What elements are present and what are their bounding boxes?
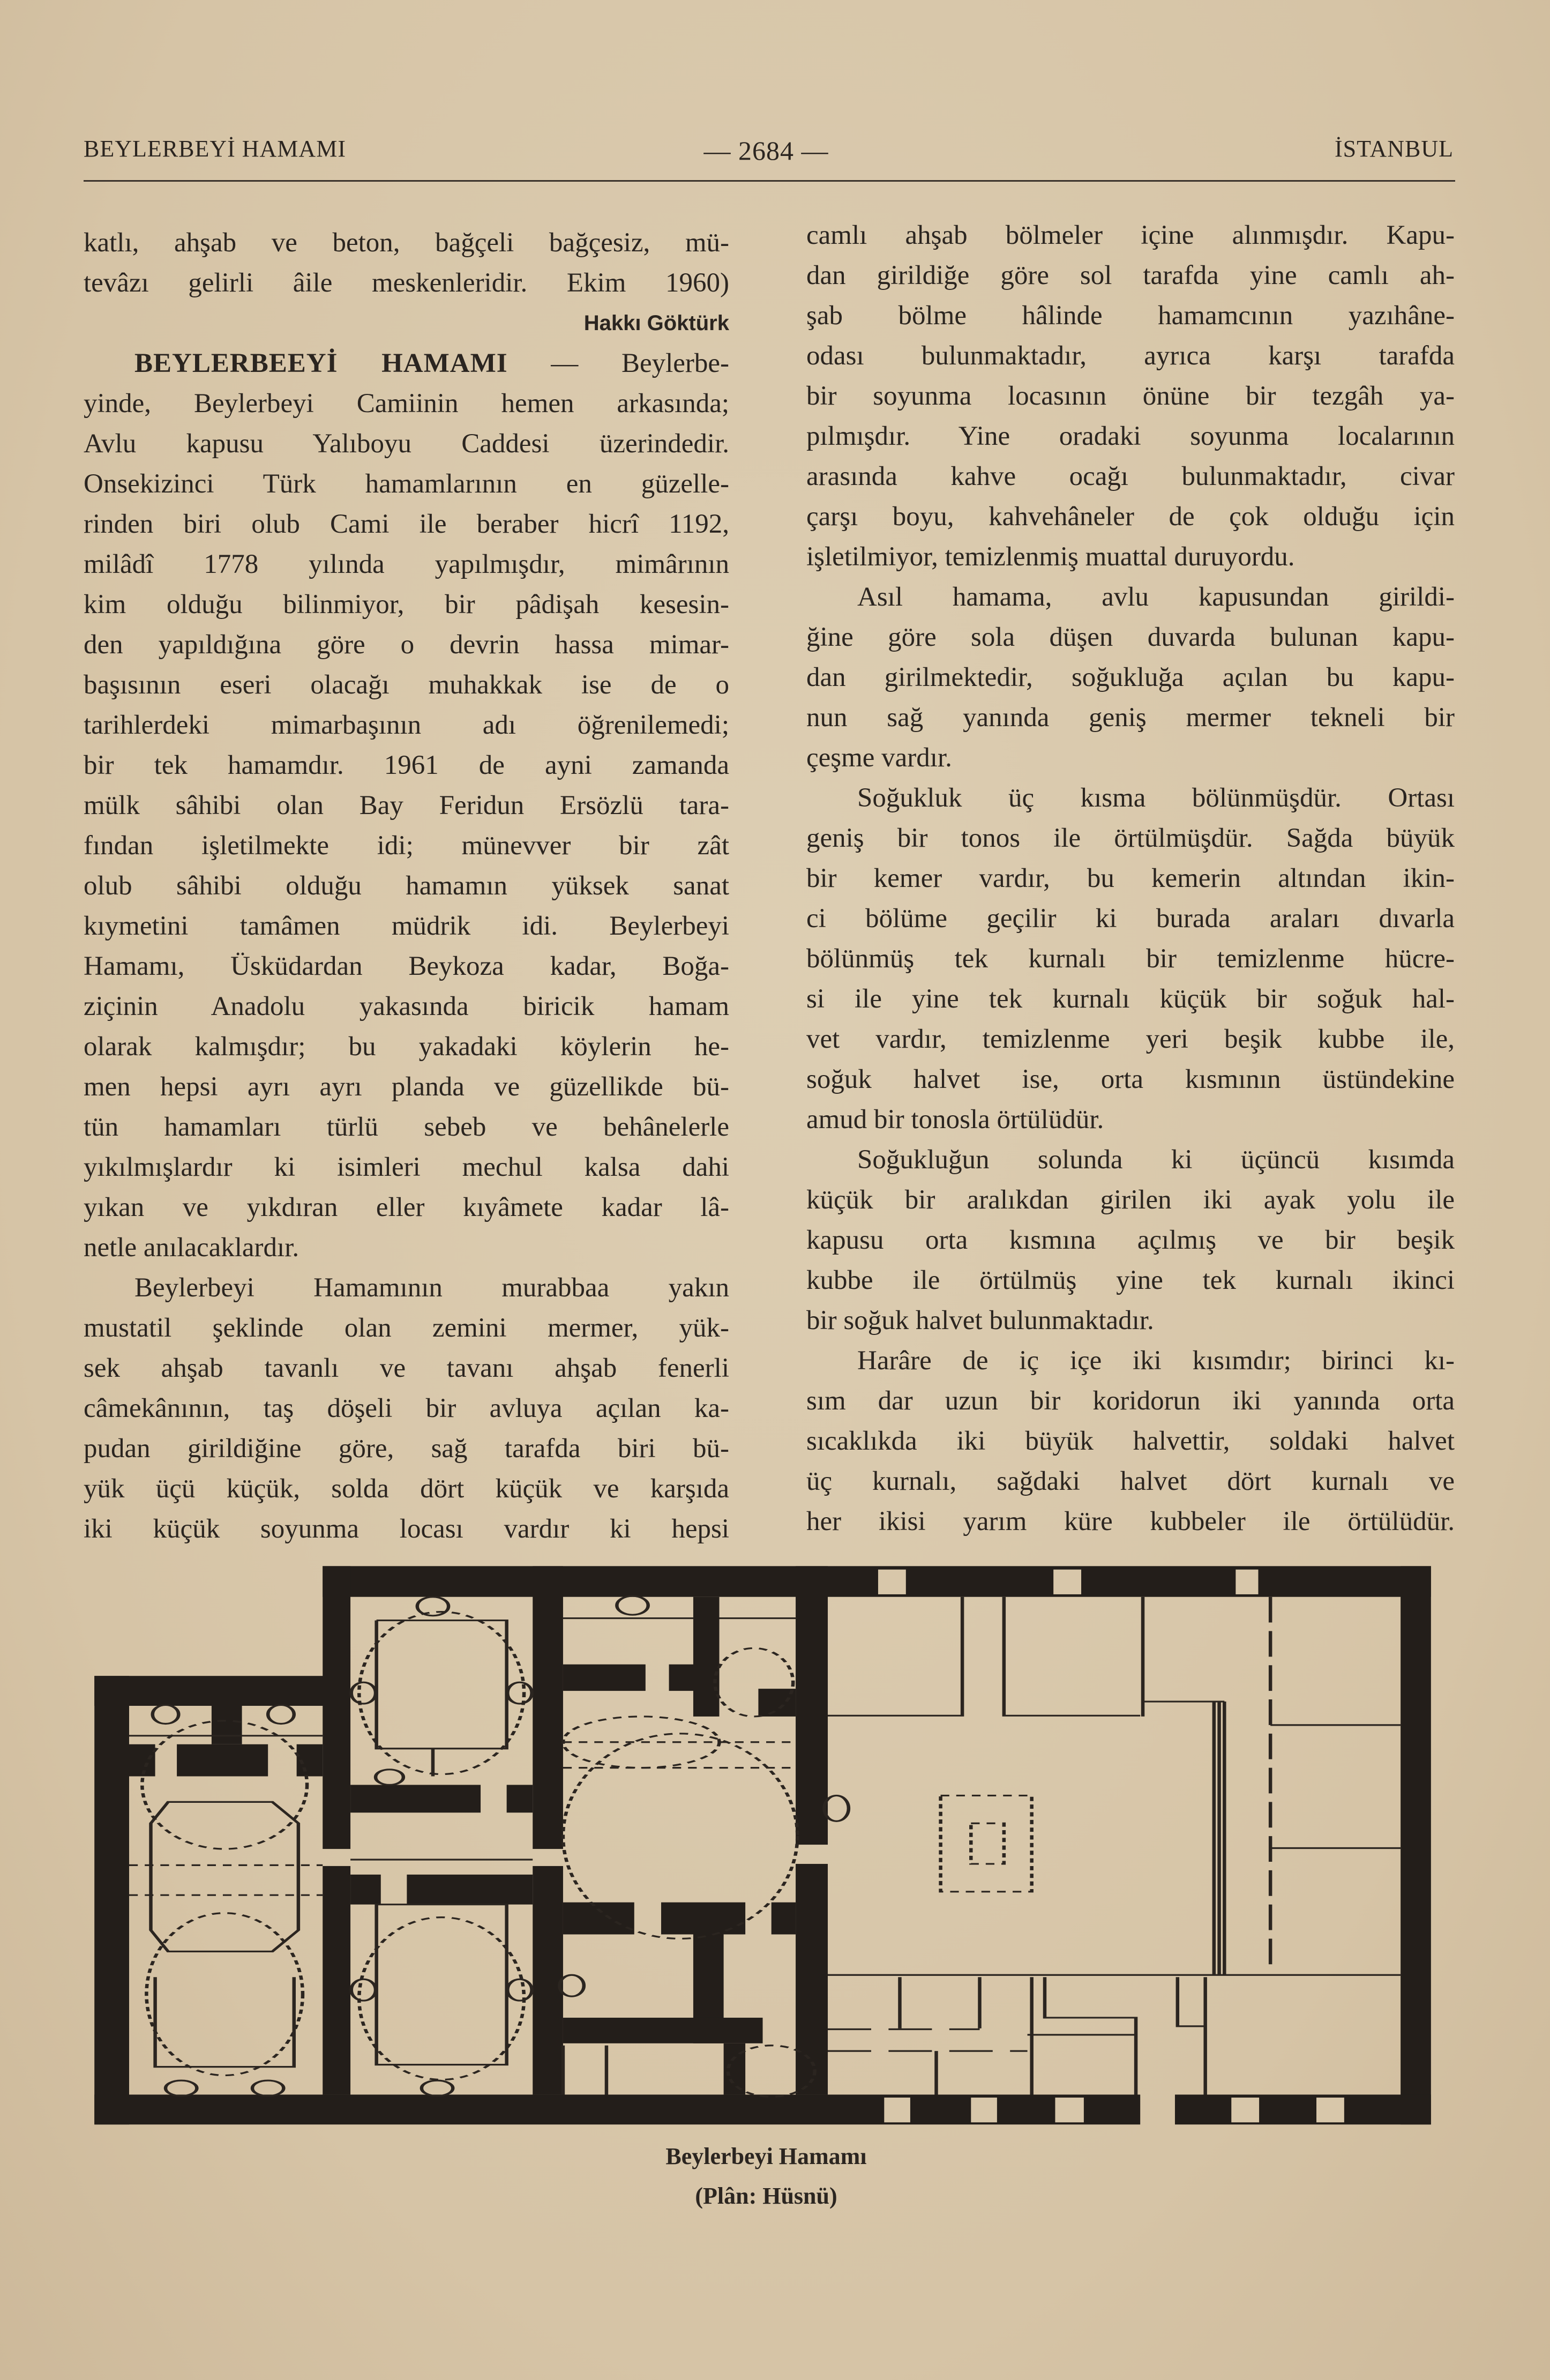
text-line: [806, 1060, 1455, 1100]
line-text: her ikisi yarım küre kubbeler ile örtülüdür.: [806, 1506, 1455, 1536]
text-line: [84, 263, 729, 303]
line-text: yük üçü küçük, solda dört küçük ve karşıda: [84, 1474, 729, 1504]
text-line: [806, 1301, 1455, 1341]
line-text: başısının eseri olacağı muhakkak ise de o: [84, 670, 729, 700]
line-text: ğine göre sola düşen duvarda bulunan kapu-: [806, 622, 1455, 652]
left-text-column: [84, 223, 729, 1549]
text-line: [806, 1180, 1455, 1220]
line-text: sek ahşab tavanlı ve tavanı ahşab fenerli: [84, 1353, 729, 1383]
line-text: yıkan ve yıkdıran eller kıyâmete kadar lâ-: [84, 1192, 729, 1222]
text-line: [84, 1228, 729, 1268]
text-line: [84, 1308, 729, 1348]
text-line: [84, 665, 729, 705]
right-text-column: [806, 215, 1455, 1542]
line-text: den yapıldığına göre o devrin hassa mimar-: [84, 630, 729, 660]
line-text: bölünmüş tek kurnalı bir temizlenme hücre-: [806, 944, 1455, 974]
text-line: [806, 818, 1455, 859]
line-text: Hamamı, Üsküdardan Beykoza kadar, Boğa-: [84, 951, 729, 981]
line-text: şab bölme hâlinde hamamcının yazıhâne-: [806, 301, 1455, 331]
line-text: odası bulunmaktadır, ayrıca karşı tarafda: [806, 341, 1455, 371]
line-text: olub sâhibi olduğu hamamın yüksek sanat: [84, 871, 729, 901]
text-line: [806, 256, 1455, 296]
plan-windows: [878, 1570, 1344, 2123]
text-line: [806, 376, 1455, 416]
text-line: [84, 826, 729, 866]
line-text: yinde, Beylerbeyi Camiinin hemen arkasında;: [84, 389, 729, 419]
header-rule: [84, 180, 1455, 182]
line-text: bir soyunma locasının önüne bir tezgâh ya-: [806, 381, 1455, 411]
line-text: Beylerbeyi Hamamının murabbaa yakın: [134, 1273, 729, 1303]
text-line: [84, 786, 729, 826]
line-text: bir soğuk halvet bulunmaktadır.: [806, 1305, 1154, 1336]
text-line: [806, 1100, 1455, 1140]
line-text: ziçinin Anadolu yakasında biricik hamam: [84, 991, 729, 1021]
page-number: — 2684 —: [703, 136, 829, 166]
text-line: [84, 1389, 729, 1429]
line-text: tün hamamları türlü sebeb ve behânelerle: [84, 1112, 729, 1142]
line-text: nun sağ yanında geniş mermer tekneli bir: [806, 703, 1455, 733]
line-text: üç kurnalı, sağdaki halvet dört kurnalı ve: [806, 1466, 1455, 1496]
line-text: iki küçük soyunma locası vardır ki hepsi: [84, 1514, 729, 1544]
text-line: [84, 1509, 729, 1549]
line-text: si ile yine tek kurnalı küçük bir soğuk hal-: [806, 984, 1455, 1014]
text-line: [806, 979, 1455, 1019]
running-header-title: BEYLERBEYİ HAMAMI: [84, 136, 346, 162]
text-line: [84, 1147, 729, 1188]
text-line: [806, 1381, 1455, 1421]
line-text: dan girildiğe göre sol tarafda yine camlı ah-: [806, 260, 1455, 290]
line-text: amud bir tonosla örtülüdür.: [806, 1105, 1104, 1135]
line-text: çeşme vardır.: [806, 743, 952, 773]
text-line: [84, 223, 729, 263]
line-text: fından işletilmekte idi; münevver bir zât: [84, 831, 729, 861]
line-text: Onsekizinci Türk hamamlarının en güzelle-: [84, 469, 729, 499]
line-text: milâdî 1778 yılında yapılmışdır, mimârının: [84, 549, 729, 579]
line-text: sım dar uzun bir koridorun iki yanında orta: [806, 1386, 1455, 1416]
line-text: men hepsi ayrı ayrı planda ve güzellikde bü-: [84, 1072, 729, 1102]
line-text: bir tek hamamdır. 1961 de ayni zamanda: [84, 750, 729, 780]
text-line: [806, 1502, 1455, 1542]
text-line: [806, 617, 1455, 658]
line-text: kubbe ile örtülmüş yine tek kurnalı ikinci: [806, 1265, 1455, 1295]
text-line: [84, 946, 729, 987]
line-text: olarak kalmışdır; bu yakadaki köylerin he-: [84, 1032, 729, 1062]
text-line: [806, 698, 1455, 738]
text-line: [84, 906, 729, 946]
line-text: çarşı boyu, kahvehâneler de çok olduğu için: [806, 502, 1455, 532]
line-text: dan girilmektedir, soğukluğa açılan bu kapu-: [806, 662, 1455, 692]
text-line: [84, 1348, 729, 1389]
line-text: pudan girildiğine göre, sağ tarafda biri bü-: [84, 1434, 729, 1464]
text-line: [84, 585, 729, 625]
line-text: pılmışdır. Yine oradaki soyunma localarının: [806, 421, 1455, 451]
text-line: [84, 1268, 729, 1308]
floor-plan-figure: [86, 1554, 1447, 2224]
text-line: [84, 987, 729, 1027]
line-text: câmekânının, taş döşeli bir avluya açılan ka-: [84, 1393, 729, 1423]
text-line: [806, 939, 1455, 979]
figure-caption-title: Beylerbeyi Hamamı: [665, 2143, 867, 2169]
text-line: [84, 1107, 729, 1147]
line-text: camlı ahşab bölmeler içine alınmışdır. Kapu-: [806, 220, 1455, 250]
text-line: [806, 416, 1455, 457]
line-text: ci bölüme geçilir ki burada araları dıvarla: [806, 904, 1455, 934]
text-line: [84, 464, 729, 504]
text-line: [806, 738, 1455, 778]
line-text: işletilmiyor, temizlenmiş muattal duruyordu.: [806, 542, 1295, 572]
plan-partitions: [129, 1597, 1401, 2095]
line-text: netle anılacaklardır.: [84, 1233, 299, 1263]
text-line: [84, 1027, 729, 1067]
text-line: [84, 1469, 729, 1509]
text-line: [806, 457, 1455, 497]
text-line: [806, 899, 1455, 939]
text-line: [806, 336, 1455, 376]
text-line: [84, 625, 729, 665]
text-line: [84, 544, 729, 585]
text-line: [806, 1140, 1455, 1180]
text-line: [806, 215, 1455, 256]
text-line: [806, 658, 1455, 698]
running-header-section: İSTANBUL: [1334, 136, 1454, 162]
entry-heading: BEYLERBEEYİ HAMAMI: [134, 348, 508, 378]
text-line: [806, 537, 1455, 577]
text-line: [806, 859, 1455, 899]
line-text: vet vardır, temizlenme yeri beşik kubbe ile,: [806, 1024, 1455, 1054]
line-text: Avlu kapusu Yalıboyu Caddesi üzerindedir.: [84, 429, 729, 459]
line-text: arasında kahve ocağı bulunmaktadır, civar: [806, 461, 1455, 491]
line-text: katlı, ahşab ve beton, bağçeli bağçesiz, mü-: [84, 228, 729, 258]
line-text: tarihlerdeki mimarbaşının adı öğrenilemedi;: [84, 710, 729, 740]
line-text: Soğukluğun solunda ki üçüncü kısımda: [857, 1145, 1455, 1175]
text-line: [806, 778, 1455, 818]
text-line: [84, 1429, 729, 1469]
text-line: [806, 1019, 1455, 1060]
line-text: kim olduğu bilinmiyor, bir pâdişah kesesin-: [84, 590, 729, 620]
line-text: Hakkı Göktürk: [583, 311, 729, 335]
text-line: [806, 1260, 1455, 1301]
text-line: [84, 384, 729, 424]
line-text: Soğukluk üç kısma bölünmüşdür. Ortası: [857, 783, 1455, 813]
text-line: [84, 1188, 729, 1228]
line-text: — Beylerbe-: [507, 348, 730, 378]
line-text: Harâre de iç içe iki kısımdır; birinci kı-: [857, 1346, 1455, 1376]
line-text: tevâzı gelirli âile meskenleridir. Ekim 1960): [84, 268, 729, 298]
text-line: [84, 424, 729, 464]
text-line: [84, 745, 729, 786]
text-line: [84, 504, 729, 544]
line-text: geniş bir tonos ile örtülmüşdür. Sağda büyük: [806, 823, 1455, 853]
line-text: bir kemer vardır, bu kemerin altından ikin-: [806, 863, 1455, 893]
text-line: [84, 866, 729, 906]
line-text: Asıl hamama, avlu kapusundan girildi-: [857, 582, 1455, 612]
line-text: mustatil şeklinde olan zemini mermer, yük-: [84, 1313, 729, 1343]
line-text: sıcaklıkda iki büyük halvettir, soldaki halvet: [806, 1426, 1455, 1456]
text-line: [806, 1421, 1455, 1461]
text-line: [806, 296, 1455, 336]
line-text: soğuk halvet ise, orta kısmının üstündekine: [806, 1064, 1455, 1094]
line-text: yıkılmışlardır ki isimleri mechul kalsa dahi: [84, 1152, 729, 1182]
text-line: [84, 1067, 729, 1107]
line-text: küçük bir aralıkdan girilen iki ayak yolu ile: [806, 1185, 1455, 1215]
text-line: [806, 497, 1455, 537]
line-text: kıymetini tamâmen müdrik idi. Beylerbeyi: [84, 911, 729, 941]
text-line: [84, 344, 729, 384]
author-signature: [84, 303, 729, 344]
text-line: [84, 705, 729, 745]
text-line: [806, 577, 1455, 617]
line-text: rinden biri olub Cami ile beraber hicrî 1192,: [84, 509, 729, 539]
line-text: mülk sâhibi olan Bay Feridun Ersözlü tara-: [84, 790, 729, 820]
line-text: kapusu orta kısmına açılmış ve bir beşik: [806, 1225, 1455, 1255]
figure-caption-credit: (Plân: Hüsnü): [695, 2183, 837, 2209]
text-line: [806, 1461, 1455, 1502]
text-line: [806, 1220, 1455, 1260]
text-line: [806, 1341, 1455, 1381]
